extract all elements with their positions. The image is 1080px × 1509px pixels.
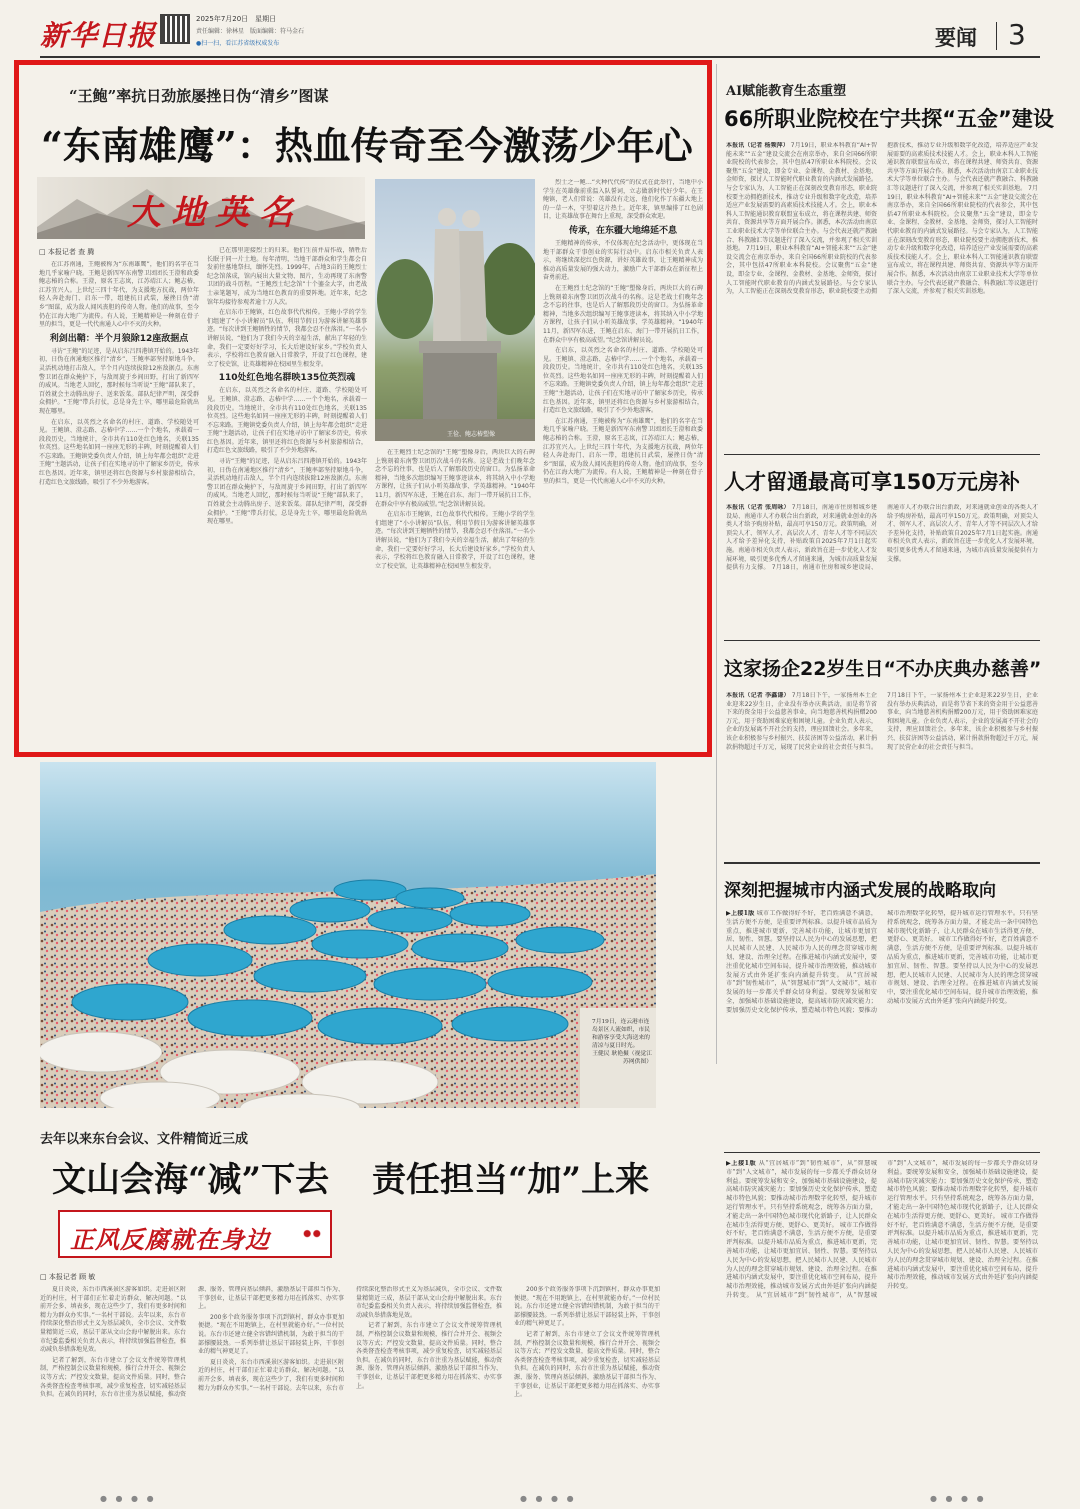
registration-marks-3: ● ● ● ● [930,1494,987,1503]
enterprise-body-text: 7月18日下午，一家扬州本土企业迎来22岁生日，企业没有举办庆典活动，而是将节省下来的资金用于公益慈善事业，向当地慈善机构捐赠200万元，用于资助困难家庭和困境儿童。企业负责人表示，企业的发展离不开社会的支持，理应回馈社会。多年来，该企业积极参与乡村振兴、扶贫济困等公益活动，累计捐款捐物超过千万元，展现了民营企业的社会责任与担当。 [726,692,878,751]
lead-headline: “东南雄鹰”：热血传奇至今激荡少年心 [41,123,693,168]
city-body-lower-text-4: 城市工作做得好不好，老百姓满意不满意，生活方便不方便，是重要评判标准。以提升城市品质为重点，推进城市更新，完善城市功能，让城市更加宜居、韧性、智慧。要坚持以人民为中心的发展思想，把人民城市人民建、人民城市为人民的理念贯穿城市规划、建设、治理全过程。在推进城市内涵式发展中，要注重优化城市空间布局，提升城市治理效能，推动城市发展方式由外延扩张向内涵提升转变。 [887,1212,1038,1291]
lead-col3-para2: 在启东市王鲍镇，红色故事代代相传。王鲍小学的学生们组建了“小小讲解员”队伍，利用节假日为游客讲解英雄事迹。“每次讲到王鲍牺牲的情节，我都会忍不住落泪。”一名小讲解员说，“他们为了我们今天的幸福生活，献出了年轻的生命，我们一定要好好学习，长大后建设好家乡。”学校负责人表示，学校将红色教育融入日常教学，开设了红色课程，建立了校史馆，让英雄精神在校园里生根发芽。 [375,511,535,570]
ai-rule [724,454,1040,455]
bottom-body-para6: 200多个政务服务事项下沉到镇村，群众办事更加便捷。“现在不用跑镇上，在村里就能办好。”一位村民说。东台市还建立健全容错纠错机制，为敢于担当的干部撑腰鼓劲。一系列举措让基层干部轻装上阵，干事创业的精气神更足了。 [514,1286,660,1328]
bottom-body-para4: 夏日炎炎，东台市西溪景区游客如织。走进景区附近的村庄，村干部们正忙着走访群众、解决问题。“以前开会多、填表多，现在这些少了，我们有更多时间和精力为群众办实事。”一名村干部说。去年以来，东台市持续深化整治形式主义为基层减负，全市会议、文件数量精简近三成，基层干部从文山会海中解脱出来。东台市纪委监委相关负责人表示，将持续加强监督检查，推动减负举措落地见效。 [198,1286,502,1392]
registration-marks: ● ● ● ● [100,1494,157,1503]
bottom-body-para: 夏日炎炎，东台市西溪景区游客如织。走进景区附近的村庄，村干部们正忙着走访群众、解决问题。“以前开会多、填表多，现在这些少了，我们有更多时间和精力为群众办实事。”一名村干部说。去年以来，东台市持续深化整治形式主义为基层减负，全市会议、文件数量精简近三成，基层干部从文山会海中解脱出来。东台市纪委监委相关负责人表示，将持续加强监督检查，推动减负举措落地见效。 [40,1286,186,1354]
lead-col1-para3: 在启东，以英烈之名命名的村庄、道路、学校随处可见。王鲍镇、澄志路、志椿中学……一个个地名，承载着一段段历史。当地统计，全市共有110处红色地名，关联135位英烈。这些地名如同一座座无形的丰碑，时刻提醒着人们不忘来路。王鲍镇党委负责人介绍，镇上每年都会组织“走进王鲍”主题活动，让孩子们在实地寻访中了解家乡历史，传承红色基因。近年来，镇里还将红色资源与乡村旅游相结合，打造红色文旅线路，吸引了不少外地游客。 [39,418,199,486]
statue-illustration [375,179,535,441]
lead-col-4 [543,179,703,751]
ai-body-text: 7月19日，职业本科教育“AI+智能未来”“五金”建设交流会在南京举办，来自全国66所职业院校的代表参会，其中包括47所职业本科院校。会议聚焦“五金”建设，即金专业、金课程、金教材、金基地、金师资，探讨人工智能时代职业教育的内涵式发展路径。与会专家认为，人工智能正在深刻改变教育形态，职业院校要主动拥抱新技术，推动专业升级和数字化改造，培养适应产业发展需要的高素质技术技能人才。会上，职业本科人工智能通识教育联盟宣布成立，将在课程共建、师资共育、资源共享等方面开展合作。据悉，本次活动由南京工业职业技术大学等单位联合主办。与会代表还就产教融合、科教融汇等议题进行了深入交流，并参观了相关实训基地。 [726,142,878,253]
bottom-body-para5: 记者了解到，东台市建立了会议文件统筹管理机制，严格控制会议数量和规模，推行合并开会、视频会议等方式；严控发文数量，提高文件质量。同时，整合各类督查检查考核事项，减少重复检查，切实减轻基层负担。在减负的同时，东台市注重为基层赋能，推动资源、服务、管理向基层倾斜，激励基层干部担当作为、干事创业，让基层干部把更多精力用在抓落实、办实事上。 [356,1322,502,1390]
talent-headline: 人才留通最高可享150万元房补 [724,470,1020,494]
city-body-text-2: 从“宜居城市”到“韧性城市”，从“智慧城市”到“人文城市”，城市发展的每一步都关乎群众切身利益。要统筹发展和安全，加强城市基础设施建设，提高城市防灾减灾能力；要加强历史文化保护传承，塑造城市特色风貌；要推动城市治理数字化转型，提升城市运行管理水平。只有坚持系统观念，统筹各方面力量，才能走出一条中国特色城市现代化新路子，让人民群众在城市生活得更方便、更舒心、更美好。 [726,910,1038,1014]
ai-byline: 本报讯（记者 杨频萍） [726,142,789,149]
city-jump-label: ▶上接1版 [726,910,755,917]
bottom-byline: □ 本报记者 顾 敏 [40,1273,96,1281]
page-number: 3 [1008,18,1026,51]
lead-col-2 [207,247,367,751]
lead-col4-para5: 在江苏南通，王鲍被称为“东南雄鹰”，他们的名字在当地几乎家喻户晓。王鲍是新四军东南警卫团团长王澄和政委鲍志椿的合称。王澄，原名王志岚，江苏靖江人；鲍志椿，江苏宜兴人。上世纪三四十年代，为支援地方抗战，两位年轻人奔赴海门、启东一带，组建抗日武装，屡挫日伪“清乡”图谋，成为敌人闻风丧胆的传奇人物。他们的故事，至今仍在江海大地广为流传。有人说，王鲍精神是一种刻在骨子里的担当，更是一代代南通人心中不灭的火种。 [543,417,703,485]
lead-col-1 [39,261,199,751]
bottom-headline-left: 文山会海“减”下去 [52,1160,330,1200]
talent-body-text-2: 7月18日，南通市住房和城乡建设局、南通市人才办联合出台新政，对来通就业创业的各类人才给予购房补贴，最高可享150万元。政策明确，对顶尖人才、领军人才、高层次人才、青年人才等不同层次人才给予差异化支持，补贴政策自2025年7月1日起实施。南通市相关负责人表示，新政旨在进一步优化人才发展环境，吸引更多优秀人才留通来通，为城市高质量发展提供有力支撑。 [771,504,1038,572]
lead-subhead-1: 利剑出鞘：半个月狼除12座敌据点 [49,333,189,344]
bottom-body-para2: 记者了解到，东台市建立了会议文件统筹管理机制，严格控制会议数量和规模，推行合并开会、视频会议等方式；严控发文数量，提高文件质量。同时，整合各类督查检查考核事项，减少重复检查，切实减轻基层负担。在减负的同时，东台市注重为基层赋能，推动资源、服务、管理向基层倾斜，激励基层干部担当作为、干事创业，让基层干部把更多精力用在抓落实、办实事上。 [40,1286,344,1399]
city-body [726,910,1038,1146]
column-logo-banner [37,177,365,239]
column-divider [716,64,717,1064]
anti-corruption-logo [58,1210,332,1258]
bottom-body-para7: 记者了解到，东台市建立了会议文件统筹管理机制，严格控制会议数量和规模，推行合并开会、视频会议等方式；严控发文数量，提高文件质量。同时，整合各类督查检查考核事项，减少重复检查，切实减轻基层负担。在减负的同时，东台市注重为基层赋能，推动资源、服务、管理向基层倾斜，激励基层干部担当作为、干事创业，让基层干部把更多精力用在抓落实、办实事上。 [514,1330,660,1399]
lead-article [14,60,712,757]
enterprise-byline: 本报讯（记者 李鑫谦） [726,692,790,699]
ai-body [726,142,1038,448]
lead-col2-para3: 寻访“王鲍”的足迹，是从启东吕四港镇开始的。1943年初，日伪在南通地区推行“清乡”，王鲍率部坚持原地斗争，灵活机动地打击敌人，半个月内连续拔除12座敌据点。东南警卫团在群众掩护下，与敌周旋于乡间田野，打出了新四军的威风。当地老人回忆，那时候每当听说“王鲍”部队来了，百姓就会主动腾出房子、送来饭菜。部队纪律严明，深受群众拥护。“王鲍”带兵打仗，总是身先士卒，哪里最危险就出现在哪里。 [207,458,367,526]
lead-subhead-2: 110处红色地名群映135位英烈魂 [218,373,356,384]
beach-photo [40,762,656,1108]
city-body-text-3: 城市工作做得好不好，老百姓满意不满意，生活方便不方便，是重要评判标准。以提升城市品质为重点，推进城市更新，完善城市功能，让城市更加宜居、韧性、智慧。要坚持以人民为中心的发展思想，把人民城市人民建、人民城市为人民的理念贯穿城市规划、建设、治理全过程。在推进城市内涵式发展中，要注重优化城市空间布局，提升城市治理效能，推动城市发展方式由外延扩张向内涵提升转变。 [887,936,1038,1005]
ai-kicker: AI赋能教育生态重塑 [726,84,847,99]
city-body-lower-text-3: 从“宜居城市”到“韧性城市”，从“智慧城市”到“人文城市”，城市发展的每一步都关乎群众切身利益。要统筹发展和安全，加强城市基础设施建设，提高城市防灾减灾能力；要加强历史文化保护传承，塑造城市特色风貌；要推动城市治理数字化转型，提升城市运行管理水平。只有坚持系统观念，统筹各方面力量，才能走出一条中国特色城市现代化新路子，让人民群众在城市生活得更方便、更舒心、更美好。 [755,1160,1038,1299]
lead-subhead-3: 传承，在东疆大地绵延不息 [568,225,677,236]
bottom-headline-right: 责任担当“加”上来 [372,1160,650,1200]
enterprise-headline: 这家扬企22岁生日“不办庆典办慈善” [724,658,1042,680]
scan-info: ●扫一扫，看江苏省级权威发布 [196,40,280,47]
lead-byline: □ 本报记者 查 腾 [39,248,95,256]
lead-col2-para: 已在那里迎接烈士的归来。他们生前并肩作战，牺牲后长眠于同一片土地。每年清明，当地干部群众和学生都会自发前往墓地祭扫，缅怀先烈。1999年，占地3亩的王鲍烈士纪念馆落成，馆内展出大量文物、图片，生动再现了东南警卫团的战斗历程。“王鲍烈士纪念馆”十个鎏金大字，由老战士亲笔题写，成为当地红色教育的重要阵地。近年来，纪念馆年均接待参观者逾十万人次。 [207,247,367,306]
talent-rule [724,640,1040,641]
anti-corruption-logo-text: 正风反腐就在身边 [70,1225,270,1254]
bottom-body-para3: 200多个政务服务事项下沉到镇村，群众办事更加便捷。“现在不用跑镇上，在村里就能办好。”一位村民说。东台市还建立健全容错纠错机制，为敢于担当的干部撑腰鼓劲。一系列举措让基层干部轻装上阵，干事创业的精气神更足了。 [198,1313,344,1356]
statue-photo [375,179,535,441]
beach-photo-caption [592,1018,652,1104]
masthead-rule [40,56,1040,58]
ai-body-text-2: 7月19日，职业本科教育“AI+智能未来”“五金”建设交流会在南京举办，来自全国66所职业院校的代表参会，其中包括47所职业本科院校。会议聚焦“五金”建设，即金专业、金课程、金教材、金基地、金师资，探讨人工智能时代职业教育的内涵式发展路径。与会专家认为，人工智能正在深刻改变教育形态，职业院校要主动拥抱新技术，推动专业升级和数字化改造，培养适应产业发展需要的高素质技术技能人才。会上，职业本科人工智能通识教育联盟宣布成立，将在课程共建、师资共育、资源共享等方面开展合作。据悉，本次活动由南京工业职业技术大学等单位联合主办。与会代表还就产教融合、科教融汇等议题进行了深入交流，并参观了相关实训基地。 [726,142,1038,296]
city-jump-label-2: ▶上接1版 [726,1160,757,1167]
city-body-lower-text: 从“宜居城市”到“韧性城市”，从“智慧城市”到“人文城市”，城市发展的每一步都关乎群众切身利益。要统筹发展和安全，加强城市基础设施建设，提高城市防灾减灾能力；要加强历史文化保护传承，塑造城市特色风貌；要推动城市治理数字化转型，提升城市运行管理水平。只有坚持系统观念，统筹各方面力量，才能走出一条中国特色城市现代化新路子，让人民群众在城市生活得更方便、更舒心、更美好。 [726,1160,877,1229]
enterprise-body-text-2: 7月18日下午，一家扬州本土企业迎来22岁生日，企业没有举办庆典活动，而是将节省下来的资金用于公益慈善事业，向当地慈善机构捐赠200万元，用于资助困难家庭和困境儿童。企业负责人表示，企业的发展离不开社会的支持，理应回馈社会。多年来，该企业积极参与乡村振兴、扶贫济困等公益活动，累计捐款捐物超过千万元，展现了民营企业的社会责任与担当。 [887,692,1038,751]
lead-col1-para2: 寻访“王鲍”的足迹，是从启东吕四港镇开始的。1943年初，日伪在南通地区推行“清乡”，王鲍率部坚持原地斗争，灵活机动地打击敌人，半个月内连续拔除12座敌据点。东南警卫团在群众掩护下，与敌周旋于乡间田野，打出了新四军的威风。当地老人回忆，那时候每当听说“王鲍”部队来了，百姓就会主动腾出房子、送来饭菜。部队纪律严明，深受群众拥护。“王鲍”带兵打仗，总是身先士卒，哪里最危险就出现在哪里。 [39,347,199,415]
talent-byline: 本报讯（记者 张周咏） [726,504,790,511]
lead-col-3 [375,449,535,751]
qr-code-icon[interactable] [160,14,190,44]
city-rule [724,1152,1040,1153]
newspaper-logo: 新华日报 [40,19,157,52]
enterprise-rule [724,862,1040,864]
lead-col2-para-x: 在启东市王鲍镇，红色故事代代相传。王鲍小学的学生们组建了“小小讲解员”队伍，利用节假日为游客讲解英雄事迹。“每次讲到王鲍牺牲的情节，我都会忍不住落泪。”一名小讲解员说，“他们为了我们今天的幸福生活，献出了年轻的生命，我们一定要好好学习，长大后建设好家乡。”学校负责人表示，学校将红色教育融入日常教学，开设了红色课程，建立了校史馆，让英雄精神在校园里生根发芽。 [207,309,367,368]
column-logo-text: 大地英名 [127,193,303,233]
lead-kicker: “王鲍”率抗日劲旅屡挫日伪“清乡”图谋 [69,87,329,105]
city-body-lower [726,1160,1038,1480]
city-body-text: 城市工作做得好不好，老百姓满意不满意，生活方便不方便，是重要评判标准。以提升城市品质为重点，推进城市更新，完善城市功能，让城市更加宜居、韧性、智慧。要坚持以人民为中心的发展思想，把人民城市人民建、人民城市为人民的理念贯穿城市规划、建设、治理全过程。在推进城市内涵式发展中，要注重优化城市空间布局，提升城市治理效能，推动城市发展方式由外延扩张向内涵提升转变。 [726,910,878,979]
beach-caption-text: 7月19日，连云港市连岛景区人流如织，市民和游客享受大海送来的清凉与夏日时光。 [592,1019,650,1049]
lead-col4-para4: 在启东，以英烈之名命名的村庄、道路、学校随处可见。王鲍镇、澄志路、志椿中学……一个个地名，承载着一段段历史。当地统计，全市共有110处红色地名，关联135位英烈。这些地名如同一座座无形的丰碑，时刻提醒着人们不忘来路。王鲍镇党委负责人介绍，镇上每年都会组织“走进王鲍”主题活动，让孩子们在实地寻访中了解家乡历史，传承红色基因。近年来，镇里还将红色资源与乡村旅游相结合，打造红色文旅线路，吸引了不少外地游客。 [543,347,703,415]
editor-info: 责任编辑：徐林星 版面编辑：符马金石 [196,28,305,35]
bottom-body [40,1286,660,1482]
talent-body-text: 7月18日，南通市住房和城乡建设局、南通市人才办联合出台新政，对来通就业创业的各类人才给予购房补贴，最高可享150万元。政策明确，对顶尖人才、领军人才、高层次人才、青年人才等不同层次人才给予差异化支持，补贴政策自2025年7月1日起实施。南通市相关负责人表示，新政旨在进一步优化人才发展环境，吸引更多优秀人才留通来通，为城市高质量发展提供有力支撑。 [726,504,878,572]
enterprise-body [726,692,1038,848]
date-line: 2025年7月20日 星期日 [196,15,277,23]
section-divider [996,22,997,50]
ai-headline: 66所职业院校在宁共探“五金”建设 [724,107,1054,131]
statue-photo-caption: 王俭、鲍志椿塑像 [447,431,496,438]
city-headline: 深刻把握城市内涵式发展的战略取向 [724,881,996,901]
lead-col4-para3: 在王鲍烈士纪念馆的“王鲍”塑像身后，两块巨大的石碑上镌刻着东南警卫团历次战斗的名称。这是老战士们晚年念念不忘的往事，也是后人了解那段历史的窗口。为弘扬革命精神，当地多次组织编写王鲍事迹读本，将其纳入中小学地方课程，让孩子们从小听英雄故事、学英雄精神。“1940年11月，新四军东进，王鲍在启东、海门一带开展抗日工作，在群众中享有极高威望。”纪念馆讲解员说。 [543,284,703,344]
beach-caption-credit: 王健民 耿艳摄（视觉江苏网供图） [592,1051,652,1065]
lead-col3-para: 在王鲍烈士纪念馆的“王鲍”塑像身后，两块巨大的石碑上镌刻着东南警卫团历次战斗的名称。这是老战士们晚年念念不忘的往事，也是后人了解那段历史的窗口。为弘扬革命精神，当地多次组织编写王鲍事迹读本，将其纳入中小学地方课程，让孩子们从小听英雄故事、学英雄精神。“1940年11月，新四军东进，王鲍在启东、海门一带开展抗日工作，在群众中享有极高威望。”纪念馆讲解员说。 [375,449,535,508]
city-body-lower-text-2: 城市工作做得好不好，老百姓满意不满意，生活方便不方便，是重要评判标准。以提升城市品质为重点，推进城市更新，完善城市功能，让城市更加宜居、韧性、智慧。要坚持以人民为中心的发展思想，把人民城市人民建、人民城市为人民的理念贯穿城市规划、建设、治理全过程。在推进城市内涵式发展中，要注重优化城市空间布局，提升城市治理效能，推动城市发展方式由外延扩张向内涵提升转变。 [726,1221,878,1299]
talent-body [726,504,1038,624]
masthead [0,0,1080,58]
beach-illustration [40,762,656,1108]
lead-col4-para: 烈士之一鲍…“火种代代传”的仪式在此举行，当地中小学生在英雄像前重温入队誓词，立志做新时代好少年。在王鲍镇，老人们常说：英雄没有走远，他们化作了东疆大地上的一草一木，守望着这片热土。近年来，镇里编排了红色剧目，让英雄故事在舞台上重现，深受群众欢迎。 [543,179,703,221]
registration-marks-2: ● ● ● ● [520,1494,577,1503]
ai-body-text-3: 7月19日，职业本科教育“AI+智能未来”“五金”建设交流会在南京举办，来自全国66所职业院校的代表参会，其中包括47所职业本科院校。会议聚焦“五金”建设，即金专业、金课程、金教材、金基地、金师资，探讨人工智能时代职业教育的内涵式发展路径。与会专家认为，人工智能正在深刻改变教育形态，职业院校要主动拥抱新技术，推动专业升级和数字化改造，培养适应产业发展需要的高素质技术技能人才。会上，职业本科人工智能通识教育联盟宣布成立，将在课程共建、师资共育、资源共享等方面开展合作。据悉，本次活动由南京工业职业技术大学等单位联合主办。与会代表还就产教融合、科教融汇等议题进行了深入交流，并参观了相关实训基地。 [887,184,1038,296]
lead-col4-para2: 王鲍精神的传承，不仅体现在纪念活动中，更体现在当地干部群众干事创业的实际行动中。启东市相关负责人表示，将继续深挖红色资源，讲好英雄故事，让王鲍精神成为推动高质量发展的强大动力，激励广大干部群众在新征程上奋勇前进。 [543,239,703,282]
lead-col1-para: 在江苏南通，王鲍被称为“东南雄鹰”，他们的名字在当地几乎家喻户晓。王鲍是新四军东南警卫团团长王澄和政委鲍志椿的合称。王澄，原名王志岚，江苏靖江人；鲍志椿，江苏宜兴人。上世纪三四十年代，为支援地方抗战，两位年轻人奔赴海门、启东一带，组建抗日武装，屡挫日伪“清乡”图谋，成为敌人闻风丧胆的传奇人物。他们的故事，至今仍在江海大地广为流传。有人说，王鲍精神是一种刻在骨子里的担当，更是一代代南通人心中不灭的火种。 [39,261,199,329]
people-icon [300,1228,324,1242]
section-label: 要闻 [935,25,977,50]
bottom-kicker: 去年以来东台会议、文件精简近三成 [40,1132,249,1147]
lead-col2-para2: 在启东，以英烈之名命名的村庄、道路、学校随处可见。王鲍镇、澄志路、志椿中学……一个个地名，承载着一段段历史。当地统计，全市共有110处红色地名，关联135位英烈。这些地名如同一座座无形的丰碑，时刻提醒着人们不忘来路。王鲍镇党委负责人介绍，镇上每年都会组织“走进王鲍”主题活动，让孩子们在实地寻访中了解家乡历史，传承红色基因。近年来，镇里还将红色资源与乡村旅游相结合，打造红色文旅线路，吸引了不少外地游客。 [207,387,367,455]
